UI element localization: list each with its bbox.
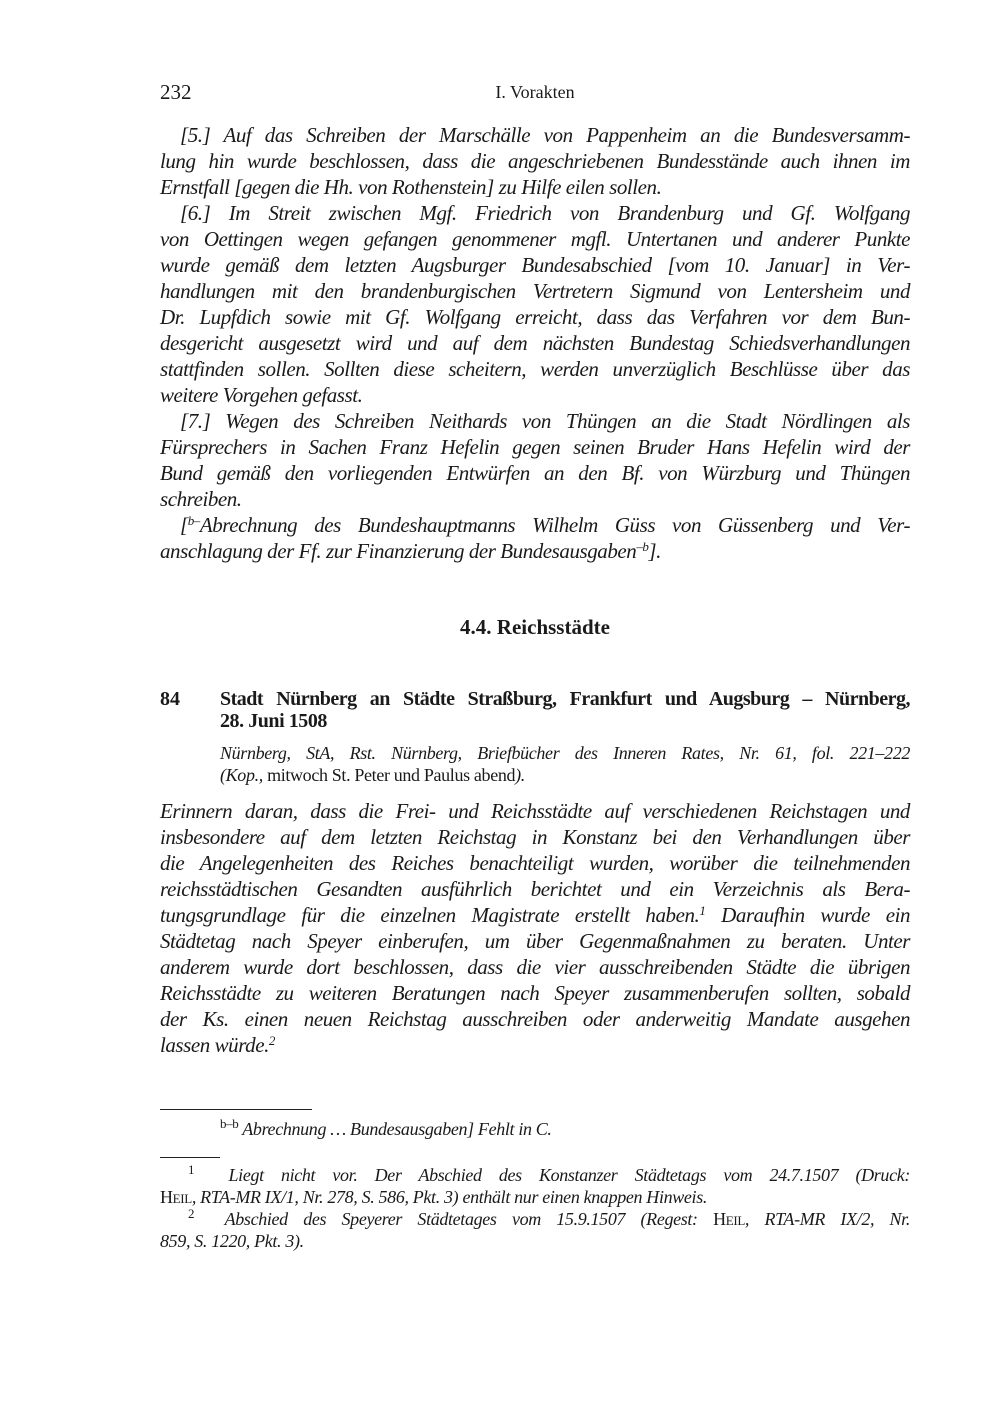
text-line [160,824,910,850]
text-line [160,902,910,928]
top-paragraphs [160,122,910,564]
text-line [160,1208,910,1230]
text-line [160,876,910,902]
text-segment: [6.] Im Streit zwischen Mgf. Friedrich von Brandenburg und Gf. Wolfgang [180,201,910,225]
text-segment: , RTA-MR IX/1, Nr. 278, S. 586, Pkt. 3) enthält nur einen knappen Hinweis. [191,1187,708,1207]
note-marker: 2 [188,1206,195,1221]
footnote-rule [160,1109,312,1110]
text-segment: von Oettingen wegen gefangen genommener mgfl. Untertanen und anderer Punkte [160,227,910,251]
text-line [160,954,910,980]
text-segment: 859, S. 1220, Pkt. 3). [160,1231,304,1251]
text-segment: weitere Vorgehen gefasst. [160,383,363,407]
text-segment: Dr. Lupfdich sowie mit Gf. Wolfgang erreicht, dass das Verfahren vor dem Bun- [160,305,910,329]
text-segment: schreiben. [160,487,242,511]
text-segment: die Angelegenheiten des Reiches benachteiligt wurden, worüber die teilnehmenden [160,851,910,875]
text-segment: Bund gemäß den vorliegenden Entwürfen an den Bf. von Würzburg und Thüngen [160,461,910,485]
text-segment: stattfinden sollen. Sollten diese scheitern, werden unverzüglich Beschlüsse über das [160,357,910,381]
author-name: Heil [160,1187,192,1207]
text-segment: desgericht ausgesetzt wird und auf dem nächsten Bundestag Schiedsverhandlungen [160,331,910,355]
text-segment: tungsgrundlage für die einzelnen Magistrate erstellt haben. [160,903,700,927]
footnotes [160,1164,910,1252]
note-marker: 1 [188,1162,195,1177]
footnote-rule [160,1157,220,1158]
text-line [160,122,910,148]
text-segment: Abrechnung des Bundeshauptmanns Wilhelm Güss von Güssenberg und Ver- [199,513,910,537]
text-line [160,330,910,356]
text-line [160,278,910,304]
running-title: I. Vorakten [495,82,575,102]
text-segment: anschlagung der Ff. zur Finanzierung der Bundesausgaben [160,539,637,563]
entry-summary [160,798,910,1058]
text-segment: Abrechnung … Bundesausgaben] Fehlt in C. [238,1119,552,1139]
entry-number: 84 [160,688,180,710]
text-line [160,512,910,538]
entry-title [220,688,910,732]
text-line [160,850,910,876]
text-segment: Nürnberg, StA, Rst. Nürnberg, Briefbücher des Inneren Rates, Nr. 61, fol. 221–222 [220,743,910,763]
text-line [160,538,910,564]
text-segment: [ [180,513,188,537]
entry-title-line: Stadt Nürnberg an Städte Straßburg, Frankfurt und Augsburg – Nürnberg, [220,688,910,710]
text-segment: lung hin wurde beschlossen, dass die angeschriebenen Bundesstände auch ihnen im [160,149,910,173]
text-line [220,764,910,786]
textual-notes [160,1118,910,1140]
text-segment: Abschied des Speyerer Städtetages vom 15.9.1507 (Regest: [194,1209,714,1229]
text-line [160,200,910,226]
text-segment: ). [515,765,525,785]
text-line [160,226,910,252]
text-line [160,174,910,200]
text-line [160,356,910,382]
text-segment: reichsstädtischen Gesandten ausführlich berichtet und ein Verzeichnis als Bera- [160,877,910,901]
text-line [160,1186,910,1208]
text-segment: anderem wurde dort beschlossen, dass die vier ausschreibenden Städte die übrigen [160,955,910,979]
text-line [160,434,910,460]
text-line [160,304,910,330]
text-segment: Fürsprechers in Sachen Franz Hefelin gegen seinen Bruder Hans Hefelin wird der [160,435,910,459]
text-line [220,742,910,764]
page-number: 232 [160,80,192,104]
text-line [160,798,910,824]
text-segment: handlungen mit den brandenburgischen Vertretern Sigmund von Lentersheim und [160,279,910,303]
text-segment: [5.] Auf das Schreiben der Marschälle von Pappenheim an die Bundesversamm- [180,123,910,147]
note-marker: –b [636,539,649,554]
text-segment: wurde gemäß dem letzten Augsburger Bundesabschied [vom 10. Januar] in Ver- [160,253,910,277]
note-marker: 2 [268,1033,275,1048]
text-segment: [7.] Wegen des Schreiben Neithards von Thüngen an die Stadt Nördlingen als [180,409,910,433]
text-segment: Erinnern daran, dass die Frei- und Reichsstädte auf verschiedenen Reichstagen und [160,799,910,823]
text-line [160,382,910,408]
text-line [160,148,910,174]
text-segment: Ernstfall [gegen die Hh. von Rothenstein] zu Hilfe eilen sollen. [160,175,662,199]
text-line [160,928,910,954]
text-line [160,252,910,278]
text-segment: der Ks. einen neuen Reichstag ausschreiben oder anderweitig Mandate ausgehen [160,1007,910,1031]
text-segment: Städtetag nach Speyer einberufen, um über Gegenmaßnahmen zu beraten. Unter [160,929,910,953]
text-segment: lassen würde. [160,1033,269,1057]
text-segment: (Kop., [220,765,268,785]
note-marker: b– [187,513,200,528]
text-line [160,1230,910,1252]
text-line [160,408,910,434]
section-heading: 4.4. Reichsstädte [460,615,610,639]
entry-title-line: 28. Juni 1508 [220,710,327,732]
text-line [160,1164,910,1186]
text-line [160,980,910,1006]
text-segment: Liegt nicht vor. Der Abschied des Konstanzer Städtetags vom 24.7.1507 (Druck: [194,1165,910,1185]
text-segment: ]. [648,539,661,563]
text-segment: Daraufhin wurde ein [705,903,911,927]
text-line [160,1118,910,1140]
text-line [160,486,910,512]
original-quote: mitwoch St. Peter und Paulus abend [267,765,516,785]
author-name: Heil [713,1209,745,1229]
text-segment: insbesondere auf dem letzten Reichstag in Konstanz bei den Verhandlungen über [160,825,910,849]
text-segment: Reichsstädte zu weiteren Beratungen nach Speyer zusammenberufen sollten, sobald [160,981,910,1005]
text-line [160,460,910,486]
note-marker: b–b [220,1116,239,1131]
text-line [160,1032,910,1058]
note-marker: 1 [699,903,706,918]
text-line [160,1006,910,1032]
entry-source [220,742,910,786]
text-segment: , RTA-MR IX/2, Nr. [744,1209,910,1229]
